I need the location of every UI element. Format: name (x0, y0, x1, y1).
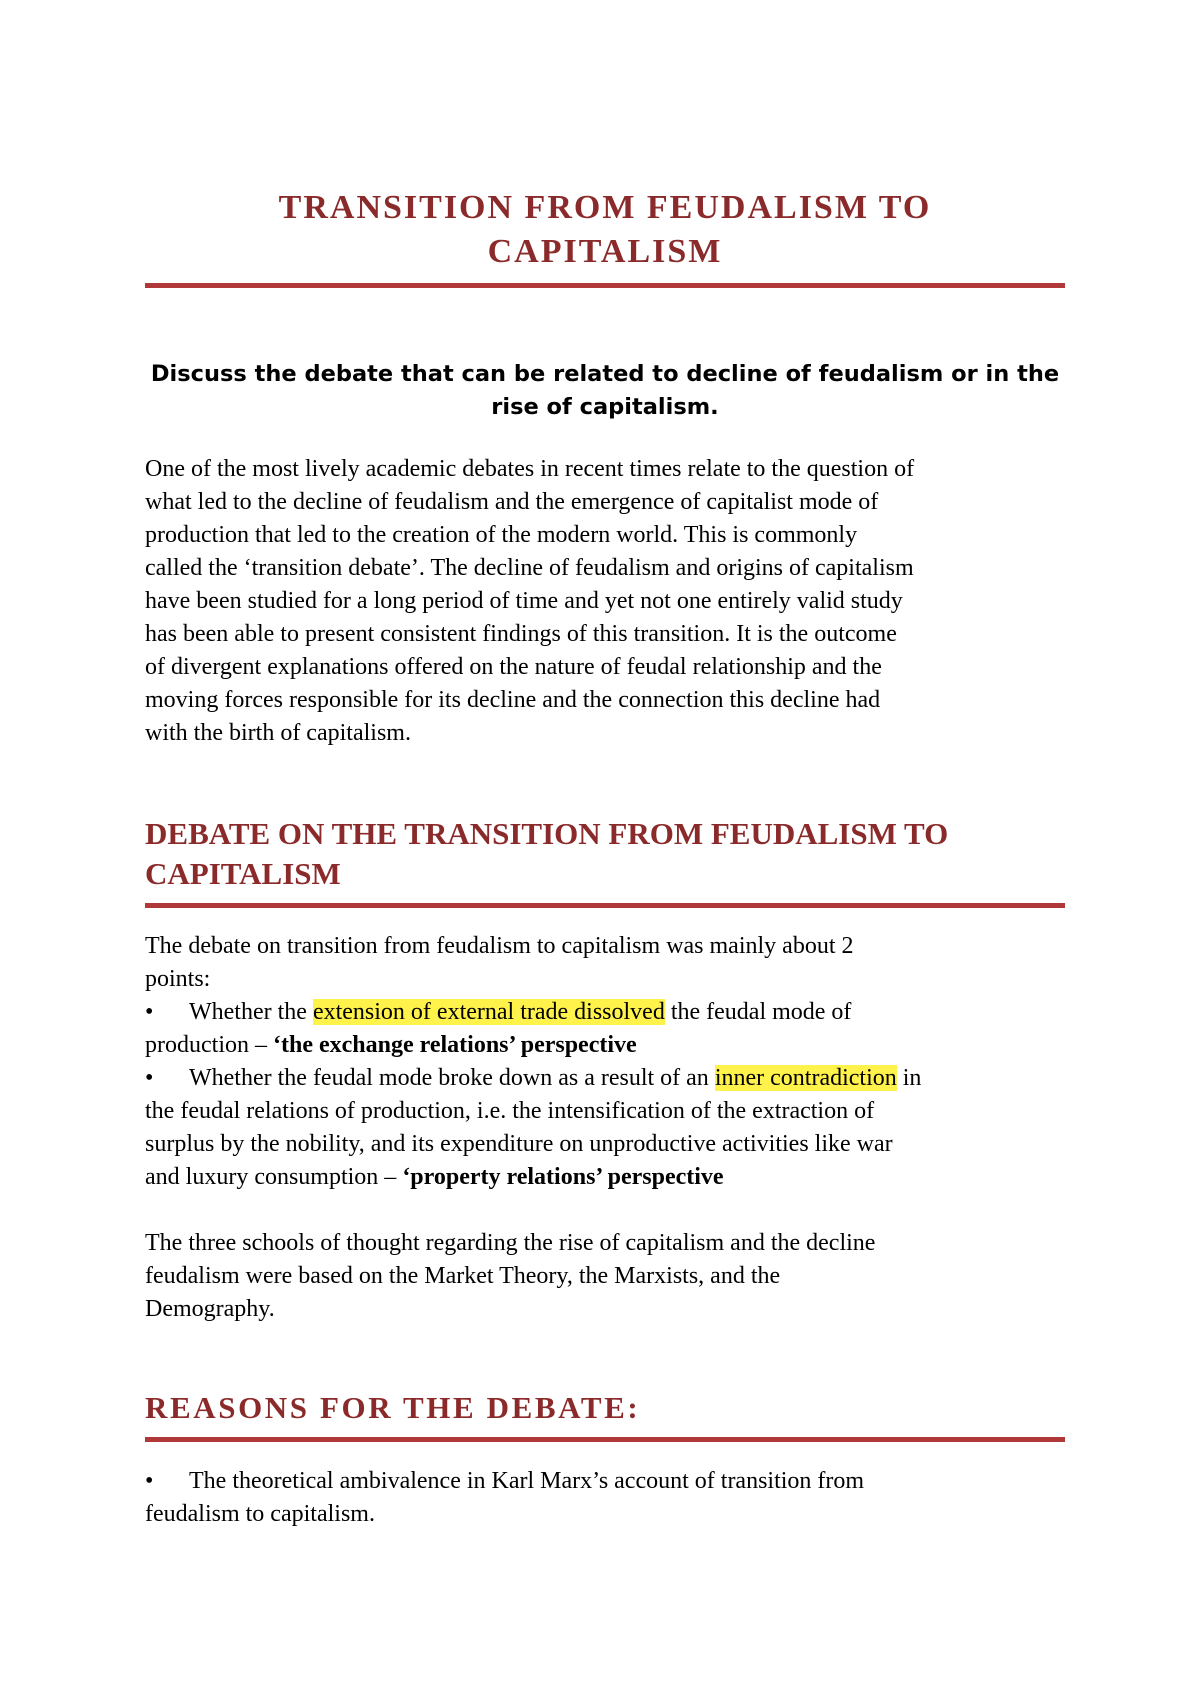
lead-line-2: points: (145, 966, 211, 992)
bullet-text: surplus by the nobility, and its expenditure on unproductive activities like war (145, 1131, 893, 1157)
intro-line: moving forces responsible for its decline and the connection this decline had (145, 687, 881, 713)
document-title (145, 186, 1065, 274)
lead-line-1: The debate on transition from feudalism to capitalism was mainly about 2 (145, 933, 854, 959)
list-item-property-relations (145, 1062, 1065, 1194)
intro-line: with the birth of capitalism. (145, 720, 411, 746)
list-item-reason (145, 1465, 1065, 1531)
bullet-text: The theoretical ambivalence in Karl Marx’s account of transition from (189, 1468, 865, 1494)
bullet-text: Whether the feudal mode broke down as a result of an (189, 1065, 715, 1091)
intro-paragraph (145, 453, 1065, 750)
bullet-text: the feudal mode of (664, 999, 852, 1025)
highlighted-text: extension of external trade dissolved (312, 999, 665, 1025)
perspective-label: ‘the exchange relations’ perspective (272, 1032, 637, 1058)
section-heading-line-1: DEBATE ON THE TRANSITION FROM FEUDALISM TO (145, 816, 949, 851)
schools-line: The three schools of thought regarding the rise of capitalism and the decline (145, 1230, 876, 1256)
section-underline (145, 1437, 1065, 1442)
bullet-text: and luxury consumption – (145, 1164, 403, 1190)
schools-paragraph (145, 1227, 1065, 1326)
bullet-text: Whether the (189, 999, 313, 1025)
intro-line: One of the most lively academic debates in recent times relate to the question of (145, 456, 915, 482)
section-heading-line-2: CAPITALISM (145, 856, 341, 891)
perspective-label: ‘property relations’ perspective (402, 1164, 724, 1190)
intro-line: has been able to present consistent findings of this transition. It is the outcome (145, 621, 897, 647)
intro-line: production that led to the creation of the modern world. This is commonly (145, 522, 858, 548)
bullet-icon: • (145, 1065, 154, 1091)
question-line-1: Discuss the debate that can be related to decline of feudalism or in the (150, 361, 1060, 387)
bullet-text: feudalism to capitalism. (145, 1501, 375, 1527)
question-line-2: rise of capitalism. (491, 394, 719, 420)
debate-lead-paragraph (145, 930, 1065, 996)
page-content (145, 186, 1065, 1531)
section-heading-debate (145, 814, 1065, 894)
title-line-1: TRANSITION FROM FEUDALISM TO (278, 189, 932, 226)
intro-line: have been studied for a long period of time and yet not one entirely valid study (145, 588, 903, 614)
title-line-2: CAPITALISM (487, 233, 723, 270)
title-underline (145, 283, 1065, 288)
bullet-text: the feudal relations of production, i.e. the intensification of the extraction of (145, 1098, 875, 1124)
section-heading-reasons: REASONS FOR THE DEBATE: (145, 1390, 641, 1425)
schools-line: feudalism were based on the Market Theory, the Marxists, and the (145, 1263, 781, 1289)
bullet-icon: • (145, 999, 154, 1025)
question-heading (145, 358, 1065, 424)
highlighted-text: inner contradiction (714, 1065, 897, 1091)
schools-line: Demography. (145, 1296, 275, 1322)
bullet-text: production – (145, 1032, 273, 1058)
intro-line: what led to the decline of feudalism and the emergence of capitalist mode of (145, 489, 879, 515)
bullet-icon: • (145, 1468, 154, 1494)
bullet-text: in (896, 1065, 922, 1091)
list-item-exchange-relations (145, 996, 1065, 1062)
intro-line: called the ‘transition debate’. The decline of feudalism and origins of capitalism (145, 555, 914, 581)
intro-line: of divergent explanations offered on the nature of feudal relationship and the (145, 654, 882, 680)
section-underline (145, 903, 1065, 908)
